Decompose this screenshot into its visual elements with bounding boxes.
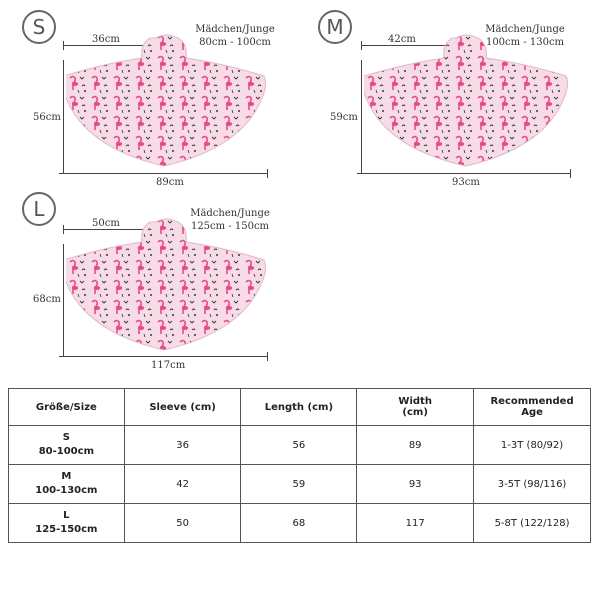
length-dimension-line-l — [63, 244, 64, 356]
size-badge-l: L — [22, 192, 56, 226]
width-dimension-line-s — [64, 173, 267, 174]
length-label-l: 68cm — [33, 294, 61, 305]
sleeve-label-m: 42cm — [388, 34, 416, 45]
table-row — [9, 426, 591, 465]
sleeve-tick-left-s — [63, 41, 64, 50]
size-table — [8, 388, 591, 543]
table-header-age: Recommended Age — [474, 389, 591, 426]
sleeve-tick-left-m — [361, 41, 362, 50]
table-row — [9, 465, 591, 504]
gender-label-l: Mädchen/Junge — [190, 208, 270, 219]
table-cell-sleeve: 50 — [124, 504, 241, 543]
sleeve-label-s: 36cm — [92, 34, 120, 45]
table-cell-length: 59 — [241, 465, 357, 504]
gender-label-m: Mädchen/Junge — [485, 24, 565, 35]
width-label-s: 89cm — [156, 177, 184, 188]
table-cell-sleeve: 36 — [124, 426, 241, 465]
length-dimension-line-s — [63, 60, 64, 173]
table-cell-age: 1-3T (80/92) — [474, 426, 591, 465]
table-cell-size: S 80-100cm — [9, 426, 125, 465]
table-cell-width: 93 — [357, 465, 474, 504]
table-cell-age: 3-5T (98/116) — [474, 465, 591, 504]
cape-image-l — [66, 218, 266, 353]
height-range-label-s: 80cm - 100cm — [199, 37, 271, 48]
table-cell-length: 56 — [241, 426, 357, 465]
table-header-length: Length (cm) — [241, 389, 357, 426]
sleeve-label-l: 50cm — [92, 218, 120, 229]
width-label-l: 117cm — [151, 360, 186, 371]
table-cell-size: L 125-150cm — [9, 504, 125, 543]
length-label-s: 56cm — [33, 112, 61, 123]
table-cell-length: 68 — [241, 504, 357, 543]
width-tick-right-s — [267, 169, 268, 178]
height-range-label-m: 100cm - 130cm — [485, 37, 565, 48]
height-range-label-l: 125cm - 150cm — [190, 221, 270, 232]
size-badge-m: M — [318, 10, 352, 44]
table-header-size: Größe/Size — [9, 389, 125, 426]
table-header-width: Width (cm) — [357, 389, 474, 426]
length-dimension-line-m — [361, 60, 362, 173]
table-cell-size: M 100-130cm — [9, 465, 125, 504]
size-badge-s: S — [22, 10, 56, 44]
table-header-row — [9, 389, 591, 426]
table-cell-sleeve: 42 — [124, 465, 241, 504]
table-cell-age: 5-8T (122/128) — [474, 504, 591, 543]
table-cell-width: 117 — [357, 504, 474, 543]
table-row — [9, 504, 591, 543]
width-dimension-line-m — [362, 173, 570, 174]
cape-image-m — [364, 34, 569, 169]
width-tick-right-m — [570, 169, 571, 178]
length-label-m: 59cm — [330, 112, 358, 123]
gender-label-s: Mädchen/Junge — [195, 24, 275, 35]
cape-image-s — [66, 34, 266, 169]
width-label-m: 93cm — [452, 177, 480, 188]
sleeve-tick-left-l — [63, 225, 64, 234]
table-header-sleeve: Sleeve (cm) — [124, 389, 241, 426]
width-dimension-line-l — [64, 356, 267, 357]
width-tick-right-l — [267, 352, 268, 361]
table-cell-width: 89 — [357, 426, 474, 465]
